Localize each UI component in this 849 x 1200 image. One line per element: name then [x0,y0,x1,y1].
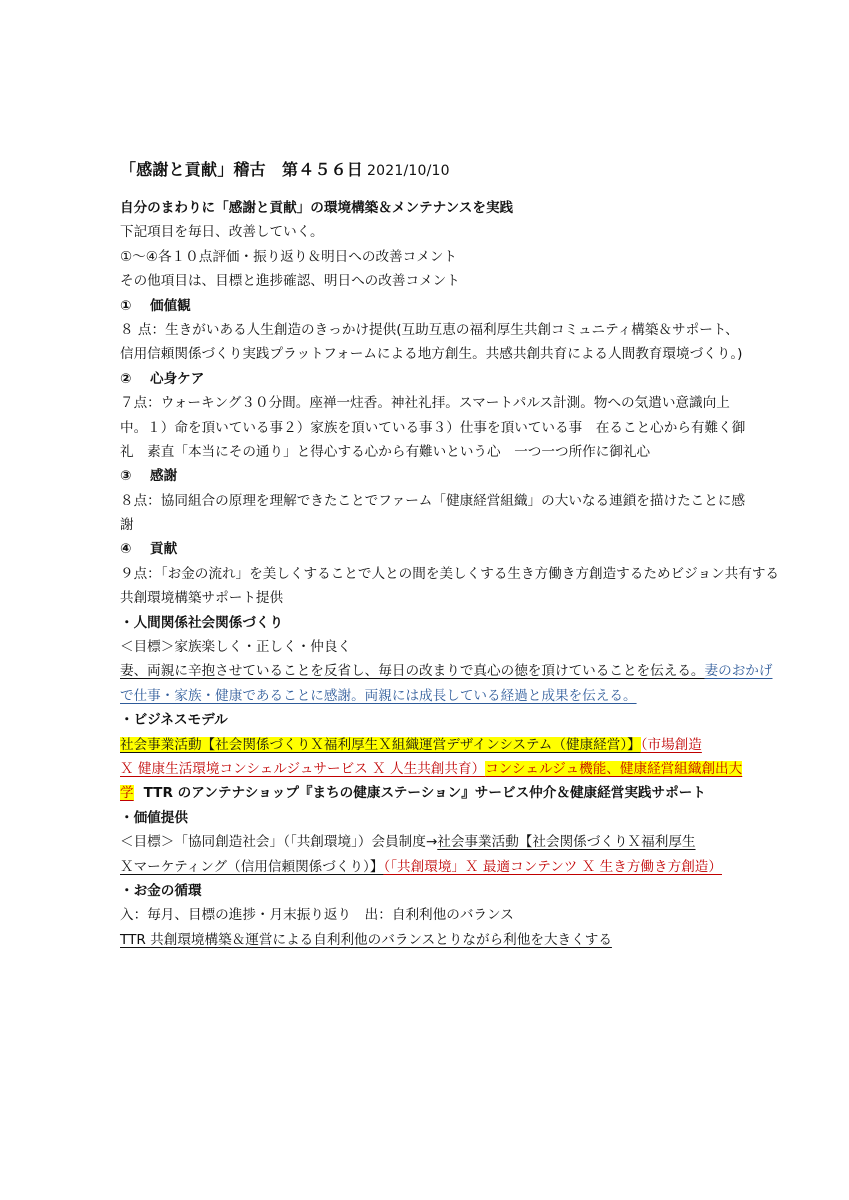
section-title: 価値観 [150,297,191,314]
section-title: 心身ケア [150,370,205,387]
heading-business-model: ・ビジネスモデル [120,712,228,729]
title-main: 「感謝と貢献」稽古 第４５６日 [120,160,364,179]
relationships-text-blue: 妻のおかげ [704,663,773,680]
business-red-text: Ｘ 健康生活環境コンシェルジュサービス Ｘ 人生共創共育） [120,760,486,777]
page-title [120,157,450,180]
value-provision-underlined: Ｘマーケティング（信用信頼関係づくり）】 [120,858,384,875]
intro-line: その他項目は、目標と進捗確認、明日への改善コメント [120,273,460,290]
relationships-goal: ＜目標＞家族楽しく・正しく・仲良く [120,639,352,656]
intro-line: 下記項目を毎日、改善していく。 [120,224,324,241]
value-provision-underlined: 社会事業活動【社会関係づくりＸ福利厚生 [437,834,696,851]
section-text: ９点：「お金の流れ」を美しくすることで人との間を美しくする生き方働き方創造するためビジョン共有する [120,565,780,582]
section-title: 感謝 [150,468,178,485]
section-text: ７点：ウォーキング３０分間。座禅一炷香。神社礼拝。スマートパルス計測。物への気遣い意識向上 [120,395,730,412]
section-heading-values [120,294,732,318]
business-highlight-red: コンシェルジュ機能、健康経営組織創出大 [485,760,743,777]
business-model-text [120,781,732,805]
relationships-text-blue: で仕事・家族・健康であることに感謝。両親には成長している経過と成果を伝える。 [120,687,637,704]
section-heading-gratitude [120,464,732,488]
section-heading-mind-body [120,367,732,391]
business-highlight: 社会事業活動【社会関係づくりＸ福利厚生Ｘ組織運営デザインシステム（健康経営）】 [120,736,641,753]
heading-value-provision: ・価値提供 [120,809,188,826]
business-model-text [120,733,732,757]
section-number: ③ [120,468,132,485]
section-text: ８点：協同組合の原理を理解できたことでファーム「健康経営組織」の大いなる連鎖を描けたことに感 [120,492,746,509]
business-bold-text: TTR のアンテナショップ『まちの健康ステーション』サービス仲介＆健康経営実践サポート [143,785,706,802]
intro-line: ①～④各１０点評価・振り返り＆明日への改善コメント [120,248,458,265]
business-model-text [120,757,743,781]
heading-money-cycle: ・お金の循環 [120,882,202,899]
value-provision-red: （「共創環境」Ｘ 最適コンテンツ Ｘ 生き方働き方創造） [383,858,722,875]
section-number: ① [120,297,132,314]
section-text: 礼 素直「本当にその通り」と得心する心から有難いという心 一つ一つ所作に御礼心 [120,443,651,460]
value-provision-text [120,830,732,854]
value-provision-text [120,855,732,879]
title-date: 2021/10/10 [367,163,450,179]
heading-relationships: ・人間関係社会関係づくり [120,614,284,631]
relationships-text [120,684,732,708]
value-provision-plain: ＜目標＞「協同創造社会」（「共創環境」）会員制度→ [120,834,438,851]
section-title: 貢献 [150,541,178,558]
section-text: 謝 [120,517,134,534]
section-text: 中。１）命を頂いている事２）家族を頂いている事３）仕事を頂いている事 在ること心から有難く御 [120,419,746,436]
relationships-text-black: 妻、両親に辛抱させていることを反省し、毎日の改まりで真心の徳を頂けていることを伝える。 [120,663,705,680]
section-number: ② [120,370,132,387]
relationships-text [120,659,773,683]
business-red-text: （市場創造 [640,736,702,753]
money-cycle-text: 入：毎月、目標の進捗・月末振り返り 出：自利利他のバランス [120,907,514,924]
intro-heading: 自分のまわりに「感謝と貢献」の環境構築＆メンテナンスを実践 [120,200,514,216]
section-text: ８ 点：生きがいある人生創造のきっかけ提供(互助互恵の福利厚生共創コミュニティ構築＆サポート、 [120,321,739,338]
section-text: 信用信頼関係づくり実践プラットフォームによる地方創生。共感共創共育による人間教育環境づくり。) [120,346,743,363]
section-text: 共創環境構築サポート提供 [120,590,284,607]
document-body [120,196,780,952]
section-number: ④ [120,541,132,558]
section-heading-contribution [120,537,732,561]
money-cycle-text-underlined: TTR 共創環境構築＆運営による自利利他のバランスとりながら利他を大きくする [120,931,612,948]
business-highlight-red: 学 [120,785,134,802]
